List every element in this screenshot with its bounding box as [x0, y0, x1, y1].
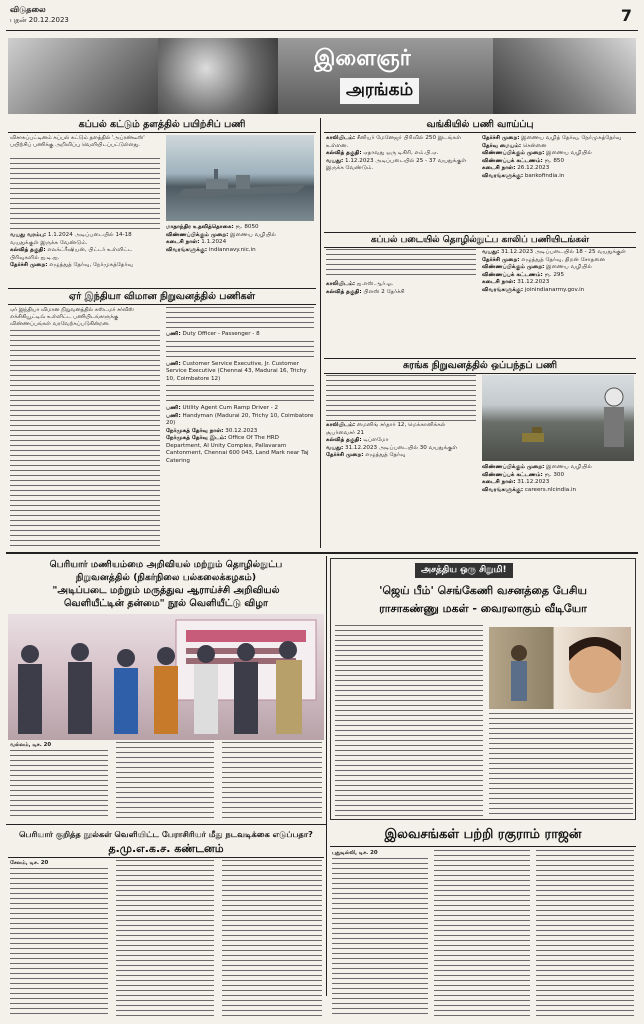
field-row: பணி: Utility Agent Cum Ramp Driver - 2 [166, 405, 279, 411]
field-row: கடைசி நாள்: 26.12.2023 [482, 165, 550, 171]
field-row: கல்வித் தகுதி: எலக்ட்ரீஷியன், பிட்டர் உள்ளிட்ட பிரிவுகளில் ஐ.டி.ஐ. [10, 247, 133, 261]
article-air-india [8, 288, 316, 548]
field-row: காலியிடம்: மைனிங் சர்தார் 12, மெக்கானிக்கல் சூபர்வைசர் 21 [326, 422, 446, 436]
paper-name: விடுதலை [10, 5, 46, 14]
article-raghuram-col3 [536, 850, 634, 1018]
field-row: விண்ணப்பிக்கும் முறை: இணைய வழியில் [482, 464, 592, 470]
article-raghuram-dateline: புதுடில்லி, டிச. 20 [332, 850, 378, 856]
article-jai-bhim-headline-1: 'ஜெய் பீம்' செங்கேணி வசனத்தை பேசிய [379, 584, 587, 597]
section-rule-lower [6, 824, 326, 825]
article-air-india-body-left [10, 330, 160, 546]
field-row: நேர்முகத் தேர்வு நாள்: 30.12.2023 [166, 427, 258, 434]
article-book-release-col3 [222, 742, 322, 820]
field-row: விவரங்களுக்கு: indiannavy.nic.in [166, 246, 256, 253]
article-raghuram-headline: இலவசங்கள் பற்றி ரகுராம் ராஜன் [330, 824, 636, 847]
issue-date: புதன் 20.12.2023 [10, 16, 69, 24]
mining-illustration [482, 375, 634, 461]
field-row: வயது வரம்பு: 1.1.2024 அடிப்படையில் 14-18 வயதுக்குள் இருக்க வேண்டும். [10, 232, 132, 246]
field-row: விவரங்களுக்கு: bankofindia.in [482, 172, 565, 179]
article-tmeks-col3 [222, 860, 322, 1018]
field-row: பணி: Customer Service Executive, Jr. Customer Service Executive (Chennai 43, Madurai 16, Trichy 10, Coimbatore 12) [166, 360, 307, 382]
article-bank [324, 118, 636, 228]
mining-site-photo [482, 375, 634, 461]
column-divider [320, 118, 321, 548]
article-shipyard-body-left [10, 158, 160, 232]
field-row: கடைசி நாள்: 1.1.2024 [166, 239, 227, 245]
page-number: 7 [620, 6, 632, 25]
field-row: வயது: 1.12.2023 அடிப்படையில் 25 - 37 வயதுக்குள் இருக்க வேண்டும். [326, 157, 467, 171]
article-jai-bhim [330, 558, 636, 820]
article-book-release-headline-3: "அடிப்படை மற்றும் மருத்துவ ஆராய்ச்சி அறிவியல் [52, 585, 280, 596]
banner-photo-left [8, 38, 158, 114]
field-row: தேர்ச்சி முறை: எழுத்துத் தேர்வு, நேர்முகத்தேர்வு [10, 262, 133, 268]
article-tmeks-col1 [10, 860, 108, 1018]
girl-photo [489, 627, 631, 709]
field-row: மாதாந்திர உதவித்தொகை: ரூ. 8050 [166, 224, 259, 230]
article-shipyard-intro: விசாகப்பட்டினம் கப்பல் கட்டும் தளத்தில் 'அப்ரண்டீஸ்' பயிற்சிப் பணிக்கு அறிவிப்பு வெளியிடப்பட்டுள்ளது. [10, 135, 145, 148]
article-air-india-fields [166, 307, 314, 547]
field-row: பணி: Handyman (Madurai 20, Trichy 10, Coimbatore 20) [166, 412, 314, 426]
field-row: கடைசி நாள்: 31.12.2023 [482, 279, 550, 285]
article-raghuram-col2 [434, 850, 530, 1018]
article-mining-fields-left [326, 422, 476, 546]
field-row: கல்வித் தகுதி: பிளஸ் 2 தேர்ச்சி [326, 288, 405, 295]
article-book-release-headline-1: பெரியார் மணியம்மை அறிவியல் மற்றும் தொழில்நுட்ப [49, 559, 283, 570]
girl-illustration [489, 627, 631, 709]
dignitaries-illustration [8, 614, 324, 740]
article-mining-body [326, 375, 476, 421]
section-rule [6, 552, 638, 554]
field-row: நேர்முகத் தேர்வு இடம்: Office Of The HRD Department, AI Unity Complex, Pallavaram Cantonment, Chennai 600 043, Land Mark near Taj Catering [166, 435, 309, 464]
article-book-release-dateline: வல்லம், டிச. 20 [10, 742, 52, 748]
field-row: தேர்ச்சி முறை: எழுத்துத் தேர்வு, திறன் சோதனை [482, 256, 605, 263]
article-shipyard-side-fields [166, 224, 314, 284]
field-row: கல்வித் தகுதி: டிப்ளமோ [326, 437, 389, 443]
field-row: பணி: Duty Officer - Passenger - 8 [166, 331, 260, 337]
field-row: விண்ணப்பக் கட்டணம்: ரூ. 850 [482, 157, 565, 164]
article-mining [324, 358, 636, 548]
article-book-release-headline-2: நிறுவனத்தில் (நிகர்நிலை பல்கலைக்கழகம்) [75, 572, 257, 583]
article-air-india-intro: ஏர் இந்தியா விமான நிறுவனத்தில் கஸ்டமர் சர்வீஸ் எக்சிகியூட்டிவ் உள்ளிட்ட பணியிடங்களுக்கு விண்ணப்பங்கள் வரவேற்கப்படுகின்றன. [10, 307, 134, 327]
article-tmeks-col2 [116, 860, 214, 1018]
banner [8, 38, 636, 114]
field-row: கடைசி நாள்: 31.12.2023 [482, 479, 550, 485]
field-row: வயது: 31.12.2023 அடிப்படையில் 18 - 25 வயதுக்குள் [482, 249, 626, 255]
banner-title-line1: இளைஞர் [314, 46, 412, 71]
article-raghuram-col1 [332, 850, 428, 1018]
article-bank-fields-right [482, 135, 634, 227]
banner-title-panel [278, 38, 493, 114]
warship-illustration [166, 135, 314, 221]
field-row: விண்ணப்பிக்கும் முறை: இணைய வழியில் [482, 150, 592, 156]
banner-photo-right [493, 38, 636, 114]
article-bank-fields-left [326, 135, 476, 227]
masthead-rule [6, 30, 638, 31]
article-shipyard-headline: கப்பல் கட்டும் தளத்தில் பயிற்சிப் பணி [8, 118, 316, 133]
field-row: வயது: 31.12.2023 அடிப்படையில் 30 வயதுக்குள் [326, 444, 458, 451]
article-navy-tech-fields-left [326, 249, 476, 353]
field-row: விண்ணப்பிக்கும் முறை: இணைய வழியில் [482, 264, 592, 270]
field-row: விண்ணப்பக் கட்டணம்: ரூ. 295 [482, 271, 565, 278]
article-air-india-headline: ஏர் இந்தியா விமான நிறுவனத்தில் பணிகள் [8, 288, 316, 305]
article-navy-tech [324, 232, 636, 354]
field-row: தேர்ச்சி முறை: எழுத்துத் தேர்வு [326, 452, 406, 458]
masthead [6, 4, 638, 30]
article-mining-fields-right [482, 464, 634, 546]
field-row: தேர்ச்சி முறை: இணைய வழித் தேர்வு, நேர்முகத்தேர்வு [482, 135, 622, 141]
article-jai-bhim-body [335, 625, 483, 817]
article-jai-bhim-kicker: அசத்திய ஒரு சிறுமி! [415, 563, 513, 578]
book-release-photo [8, 614, 324, 740]
field-row: காலியிடம்: ஐ.எஸ்.ஆர்.ஓ. [326, 281, 394, 287]
article-raghuram [330, 824, 636, 1020]
article-shipyard-fields [10, 232, 160, 284]
article-shipyard [8, 118, 316, 284]
column-divider-lower [326, 556, 327, 996]
article-tmeks-dateline: சேலம், டிச. 20 [10, 860, 49, 866]
article-jai-bhim-body-right [489, 713, 633, 817]
banner-title-line2: அரங்கம் [340, 78, 419, 104]
field-row: விண்ணப்பக் கட்டணம்: ரூ. 300 [482, 471, 565, 478]
article-tmeks-headline-1: பெரியார் குறித்த நூல்கள் வெளியிட்ட பேராசிரியர் மீது நடவடிக்கை எடுப்பதா? [19, 829, 313, 839]
article-mining-headline: சுரங்க நிறுவனத்தில் ஒப்பந்தப் பணி [324, 358, 636, 374]
article-book-release-col1 [10, 742, 108, 820]
field-row: காலியிடம்: சீனியர் மேனேஜர் பிரிவில் 250 இடங்கள் உள்ளன. [326, 135, 462, 149]
banner-photo-center [158, 38, 278, 114]
field-row: விண்ணப்பிக்கும் முறை: இணைய வழியில் [166, 231, 276, 238]
article-tmeks [8, 828, 324, 1020]
article-bank-headline: வங்கியில் பணி வாய்ப்பு [324, 118, 636, 133]
article-tmeks-headline-2: த.மு.எ.க.ச. கண்டனம் [8, 841, 324, 858]
field-row: விவரங்களுக்கு: joinindianarmy.gov.in [482, 286, 585, 293]
warship-photo [166, 135, 314, 221]
article-book-release-col2 [116, 742, 214, 820]
article-navy-tech-headline: கப்பல் படையில் தொழில்நுட்ப காலிப் பணியிடங்கள் [324, 232, 636, 248]
field-row: கல்வித் தகுதி: ஏதாவது ஒரு டிகிரி, எம்.பி.ஏ. [326, 150, 439, 156]
field-row: விவரங்களுக்கு: careers.nlcindia.in [482, 486, 577, 493]
article-navy-tech-fields-right [482, 249, 634, 353]
field-row: தேர்வு மையம்: சென்னை [482, 142, 547, 149]
article-jai-bhim-headline-2: ராசாகண்ணு மகள் - வைரலாகும் வீடியோ [379, 602, 587, 615]
article-book-release-headline-4: வெளியீட்டின் தன்மை" நூல் வெளியீட்டு விழா [63, 598, 269, 609]
article-book-release [8, 558, 324, 820]
